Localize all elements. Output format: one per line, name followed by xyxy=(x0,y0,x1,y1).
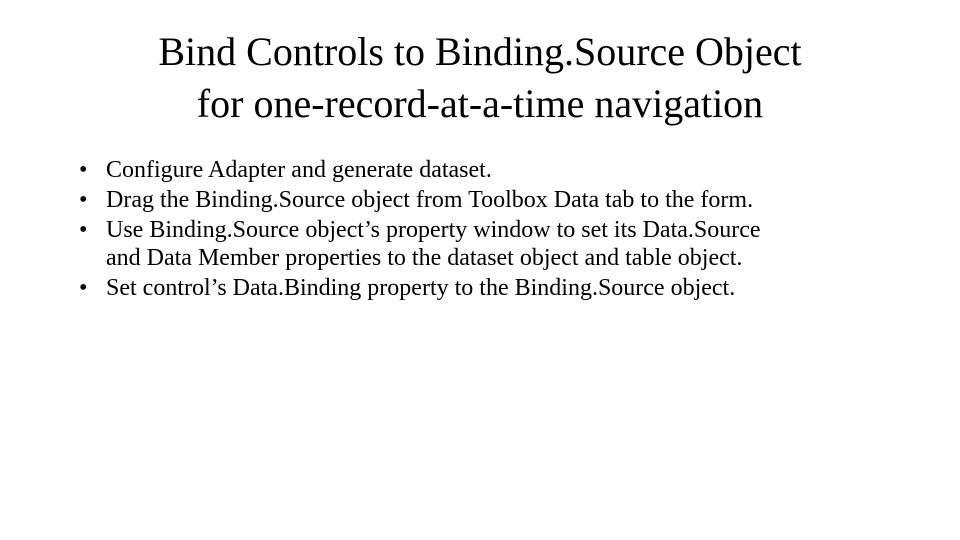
bullet-text-continuation: and Data Member properties to the dataset object and table object. xyxy=(106,245,743,271)
bullet-item xyxy=(74,216,894,272)
bullet-list xyxy=(74,156,894,304)
bullet-text: Drag the Binding.Source object from Toolbox Data tab to the form. xyxy=(106,187,754,213)
bullet-dot-icon: • xyxy=(79,187,88,213)
bullet-text: Configure Adapter and generate dataset. xyxy=(106,157,492,183)
slide-title-line: Bind Controls to Binding.Source Object xyxy=(158,29,802,74)
bullet-item xyxy=(74,156,894,184)
bullet-dot-icon: • xyxy=(79,217,88,243)
slide-title-line: for one-record-at-a-time navigation xyxy=(196,81,764,126)
bullet-dot-icon: • xyxy=(79,157,88,183)
slide-title xyxy=(80,26,880,130)
bullet-text: Set control’s Data.Binding property to the Binding.Source object. xyxy=(106,275,736,301)
bullet-dot-icon: • xyxy=(79,275,88,301)
bullet-item xyxy=(74,186,894,214)
bullet-text: Use Binding.Source object’s property window to set its Data.Source xyxy=(106,217,761,243)
bullet-item xyxy=(74,274,894,302)
